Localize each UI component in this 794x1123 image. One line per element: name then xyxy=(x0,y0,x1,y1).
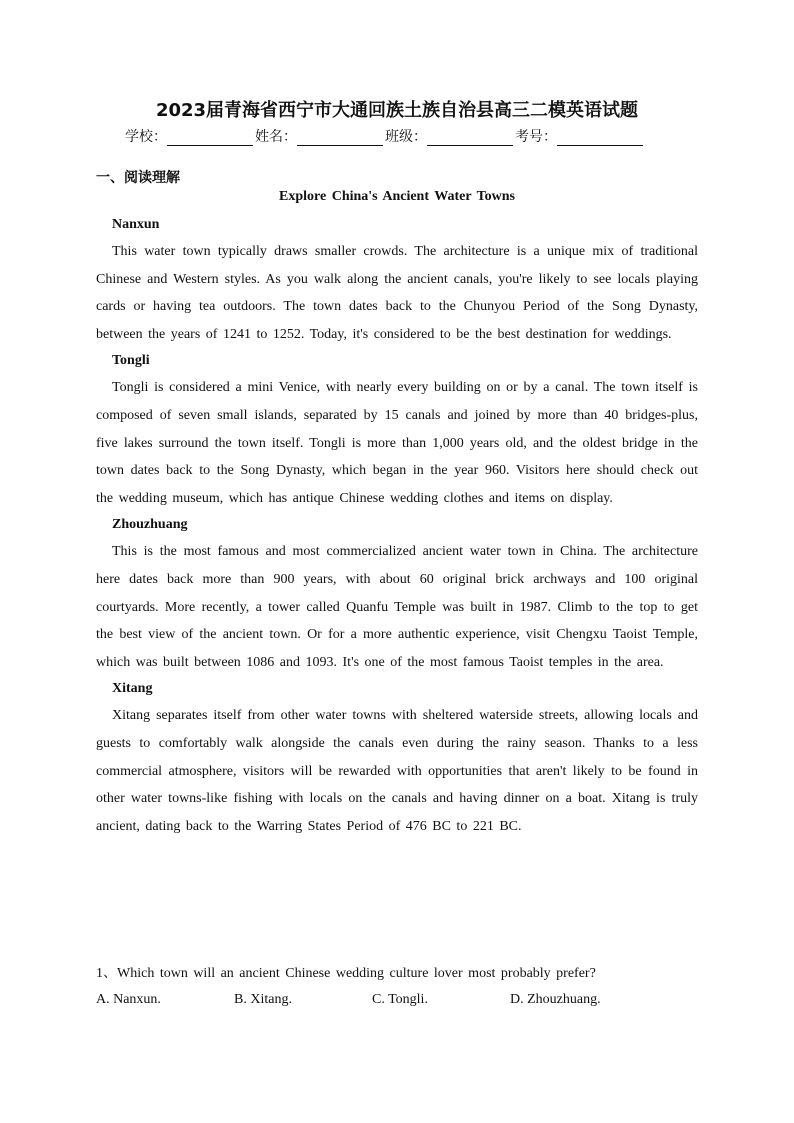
town-heading-zhouzhuang: Zhouzhuang xyxy=(112,517,188,533)
option-b: B. Xitang. xyxy=(234,992,292,1007)
exam-number-field xyxy=(515,126,645,146)
class-label: 班级： xyxy=(385,129,427,145)
exam-number-label: 考号： xyxy=(515,129,557,145)
name-blank xyxy=(297,131,383,146)
town-heading-xitang: Xitang xyxy=(112,681,153,697)
section-title: 一、阅读理解 xyxy=(96,170,180,186)
town-paragraph-tongli: Tongli is considered a mini Venice, with nearly every building on or by a canal. The town itself is composed of seven small islands, separated by 15 canals and joined by more than 40 bridges-plus, five lakes surround the town itself. Tongli is more than 1,000 years old, and the oldest bridge in the town dates back to the Song Dynasty, which began in the year 960. Visitors here should check out the wedding museum, which has antique Chinese wedding clothes and items on display. xyxy=(96,380,698,506)
option-d: D. Zhouzhuang. xyxy=(510,992,601,1007)
town-paragraph-zhouzhuang: This is the most famous and most commercialized ancient water town in China. The architecture here dates back more than 900 years, with about 60 original brick archways and 100 original courtyards. More recently, a tower called Quanfu Temple was built in 1987. Climb to the top to get the best view of the ancient town. Or for a more authentic experience, visit Chengxu Taoist Temple, which was built between 1086 and 1093. It's one of the most famous Taoist temples in the area. xyxy=(96,544,698,670)
school-blank xyxy=(167,131,253,146)
passage-title: Explore China's Ancient Water Towns xyxy=(279,189,515,204)
student-info-row xyxy=(125,126,645,146)
question-1: 1、Which town will an ancient Chinese wedding culture lover most probably prefer? xyxy=(96,966,596,981)
class-field xyxy=(385,126,515,146)
town-heading-nanxun: Nanxun xyxy=(112,217,160,232)
passage-body xyxy=(96,212,698,840)
class-blank xyxy=(427,131,513,146)
option-c: C. Tongli. xyxy=(372,992,428,1007)
name-label: 姓名： xyxy=(255,129,297,145)
option-a: A. Nanxun. xyxy=(96,992,161,1007)
town-paragraph-nanxun: This water town typically draws smaller crowds. The architecture is a unique mix of traditional Chinese and Western styles. As you walk along the ancient canals, you're likely to see locals playing cards or having tea outdoors. The town dates back to the Chunyou Period of the Song Dynasty, between the years of 1241 to 1252. Today, it's considered to be the best destination for weddings. xyxy=(96,244,698,342)
school-label: 学校： xyxy=(125,129,167,145)
school-field xyxy=(125,126,255,146)
name-field xyxy=(255,126,385,146)
exam-number-blank xyxy=(557,131,643,146)
town-heading-tongli: Tongli xyxy=(112,353,150,369)
town-paragraph-xitang: Xitang separates itself from other water towns with sheltered waterside streets, allowing locals and guests to comfortably walk alongside the canals even during the rainy season. Thanks to a less commercial atmosphere, visitors will be rewarded with opportunities that aren't likely to be found in other water towns-like fishing with locals on the canals and having dinner on a boat. Xitang is truly ancient, dating back to the Warring States Period of 476 BC to 221 BC. xyxy=(96,708,698,834)
exam-title: 2023届青海省西宁市大通回族土族自治县高三二模英语试题 xyxy=(155,100,639,121)
answer-options xyxy=(96,992,648,1008)
